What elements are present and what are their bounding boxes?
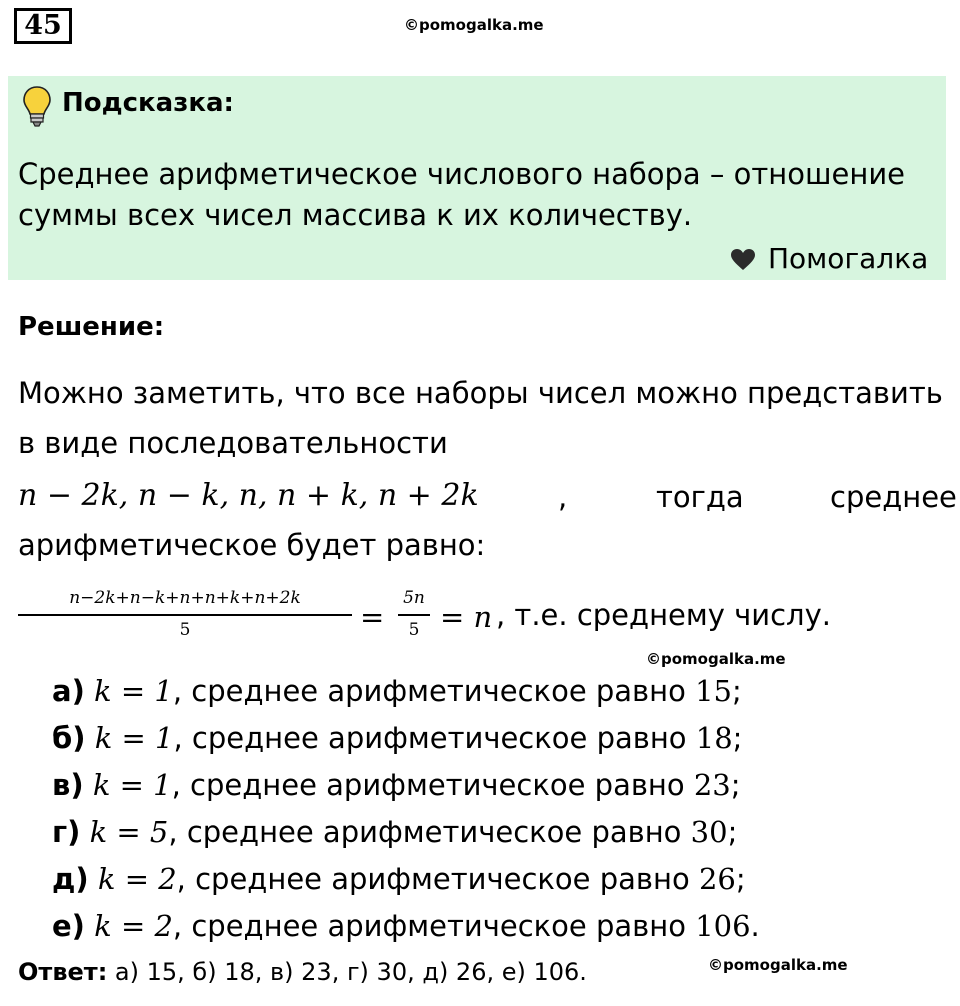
hint-line: Среднее арифметическое числового набора – отношение <box>18 157 906 191</box>
case-value: 15 <box>695 674 732 708</box>
case-label: е) <box>52 909 85 943</box>
hint-box <box>8 76 946 280</box>
result-n: = n <box>440 600 493 634</box>
case-row <box>52 668 760 715</box>
answer-line <box>18 958 587 986</box>
case-math: k = 1 <box>94 674 173 708</box>
case-value: 26 <box>698 862 736 896</box>
case-text: , среднее арифметическое равно <box>176 862 699 896</box>
intro-line: в виде последовательности <box>18 426 448 460</box>
hint-title: Подсказка: <box>62 88 234 118</box>
case-row <box>52 903 760 950</box>
fraction2-bar <box>398 614 430 616</box>
heart-icon <box>730 248 756 272</box>
case-math: k = 1 <box>92 768 172 802</box>
case-math: k = 2 <box>97 862 177 896</box>
solution-intro <box>18 368 958 468</box>
case-label: г) <box>52 815 81 849</box>
word-mean: среднее <box>830 480 957 514</box>
watermark-top: ©pomogalka.me <box>404 16 544 34</box>
case-end: ; <box>732 721 743 755</box>
problem-number: 45 <box>14 8 72 44</box>
case-row <box>52 762 760 809</box>
word-then: тогда <box>656 480 744 514</box>
case-end: ; <box>730 768 741 802</box>
conclusion-text: , т.е. среднему числу. <box>496 598 831 632</box>
case-label: б) <box>52 721 86 755</box>
case-math: k = 1 <box>94 721 174 755</box>
case-label: д) <box>52 862 89 896</box>
hint-text <box>18 154 905 236</box>
brand-name: Помогалка <box>768 242 929 275</box>
cases-list <box>52 668 760 950</box>
case-row <box>52 809 760 856</box>
line-after-sequence: арифметическое будет равно: <box>18 528 486 562</box>
case-end: ; <box>735 862 746 896</box>
hint-line: суммы всех чисел массива к их количеству. <box>18 198 693 232</box>
equals-sign: = <box>360 600 385 634</box>
case-value: 23 <box>693 768 731 802</box>
case-label: в) <box>52 768 84 802</box>
case-value: 18 <box>695 721 733 755</box>
case-text: , среднее арифметическое равно <box>173 721 696 755</box>
case-math: k = 2 <box>94 909 173 943</box>
watermark-middle: ©pomogalka.me <box>646 650 786 668</box>
case-value: 30 <box>690 815 728 849</box>
case-math: k = 5 <box>89 815 169 849</box>
watermark-bottom: ©pomogalka.me <box>708 956 848 974</box>
intro-line: Можно заметить, что все наборы чисел можно представить <box>18 376 943 410</box>
answer-label: Ответ: <box>18 958 108 986</box>
case-text: , среднее арифметическое равно <box>172 674 696 708</box>
case-end: . <box>750 909 760 943</box>
case-text: , среднее арифметическое равно <box>168 815 691 849</box>
case-text: , среднее арифметическое равно <box>171 768 694 802</box>
case-row <box>52 715 760 762</box>
fraction2-numerator: 5n <box>403 588 425 608</box>
sequence-comma: , <box>558 480 568 514</box>
case-label: а) <box>52 674 85 708</box>
fraction2-denominator: 5 <box>408 620 420 640</box>
case-end: ; <box>731 674 742 708</box>
case-text: , среднее арифметическое равно <box>172 909 696 943</box>
fraction-numerator: n−2k+n−k+n+n+k+n+2k <box>69 588 301 608</box>
case-end: ; <box>727 815 738 849</box>
solution-title: Решение: <box>18 312 165 342</box>
lightbulb-icon <box>22 85 52 127</box>
fraction-denominator: 5 <box>179 620 191 640</box>
case-value: 106 <box>695 909 751 943</box>
case-row <box>52 856 760 903</box>
answer-text: а) 15, б) 18, в) 23, г) 30, д) 26, е) 106. <box>107 958 587 986</box>
sequence-formula: n − 2k, n − k, n, n + k, n + 2k <box>18 478 479 513</box>
fraction-bar <box>18 614 352 616</box>
